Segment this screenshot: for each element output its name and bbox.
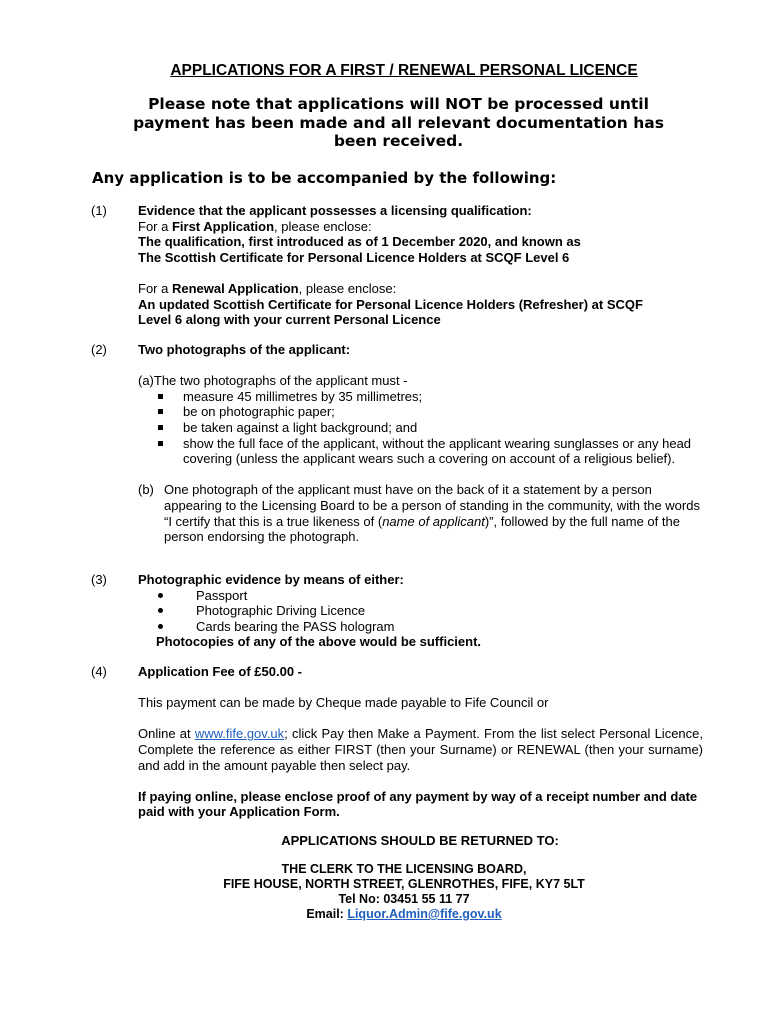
photo-requirements-intro: (a)The two photographs of the applicant must - [138,373,408,389]
list-item: Photographic Driving Licence [138,603,706,619]
section-4 [138,664,703,820]
online-post: ; click Pay then Make a Payment. From the list select Personal Licence, Complete the reference as either FIRST (then your Surname) or RENEWAL (then your surname) and add in the amount payable then select pay. [138,726,703,773]
photo-statement-post: )”, followed by the full name of the person endorsing the photograph. [164,513,680,545]
renewal-application-label: Renewal Application [171,280,299,296]
proof-of-payment-note: If paying online, please enclose proof of any payment by way of a receipt number and date paid with your Application Form. [138,788,698,820]
list-item: be on photographic paper; [138,404,706,420]
online-payment-text [138,726,703,773]
first-application-label: First Application [171,218,275,234]
section-3-heading: Photographic evidence by means of either: [138,572,404,587]
first-body-line: The Scottish Certificate for Personal Licence Holders at SCQF Level 6 [138,249,570,265]
renewal-body-line: Level 6 along with your current Personal Licence [138,312,441,328]
section-4-number: (4) [91,664,107,679]
section-3-number: (3) [91,572,107,587]
first-post: , please enclose: [274,218,372,234]
renew-pre: For a [138,280,172,296]
section-4-heading: Application Fee of £50.00 - [138,664,302,679]
section-3 [138,572,706,650]
fife-website-link[interactable]: www.fife.gov.uk [194,726,285,742]
section-2 [138,342,706,545]
address-line: FIFE HOUSE, NORTH STREET, GLENROTHES, FIFE, KY7 5LT [223,877,585,891]
return-address [0,862,770,922]
address-line: THE CLERK TO THE LICENSING BOARD, [281,862,527,876]
list-item: Passport [138,588,706,604]
email-link[interactable]: Liquor.Admin@fife.gov.uk [347,907,502,921]
accompany-heading: Any application is to be accompanied by the following: [92,169,557,187]
photo-statement-pre: One photograph of the applicant must have on the back of it a statement by a person appearing to the Licensing Board to be a person of standing in the community, with the words “I certify that this is a true likeness of ( [164,482,700,529]
notice-line: been received. [333,132,464,150]
list-item: Cards bearing the PASS hologram [138,619,706,635]
email-line [0,907,770,922]
photo-statement-label: (b) [138,482,154,498]
section-2-number: (2) [91,342,107,357]
photo-requirements-list [138,389,706,467]
renewal-body-line: An updated Scottish Certificate for Personal Licence Holders (Refresher) at SCQF [138,296,643,312]
first-application-line [138,219,706,235]
online-pre: Online at [138,726,195,742]
email-label: Email: [306,907,348,921]
list-item: show the full face of the applicant, without the applicant wearing sunglasses or any head covering (unless the applicant wears such a covering on account of a religious belief). [138,436,706,467]
cheque-payment-text: This payment can be made by Cheque made payable to Fife Council or [138,695,549,711]
renew-post: , please enclose: [298,280,397,296]
photo-statement-italic: name of applicant [382,513,485,529]
phone-line: Tel No: 03451 55 11 77 [338,892,470,906]
first-pre: For a [138,218,172,234]
page-title: APPLICATIONS FOR A FIRST / RENEWAL PERSONAL LICENCE [170,62,638,79]
section-2-heading: Two photographs of the applicant: [138,342,351,357]
photo-statement-paragraph [138,482,706,544]
section-1-heading: Evidence that the applicant possesses a licensing qualification: [138,203,532,218]
photocopies-note: Photocopies of any of the above would be sufficient. [156,634,482,650]
photo-evidence-list [138,588,706,635]
notice-line: Please note that applications will NOT be processed until [148,95,649,113]
notice-line: payment has been made and all relevant documentation has [133,113,664,132]
list-item: measure 45 millimetres by 35 millimetres; [138,389,706,405]
section-1-number: (1) [91,203,107,218]
processing-notice [0,95,770,151]
renewal-application-line [138,281,706,297]
section-1 [138,203,706,328]
list-item: be taken against a light background; and [138,420,706,436]
return-heading: APPLICATIONS SHOULD BE RETURNED TO: [281,833,559,848]
first-body-line: The qualification, first introduced as of 1 December 2020, and known as [138,234,581,250]
